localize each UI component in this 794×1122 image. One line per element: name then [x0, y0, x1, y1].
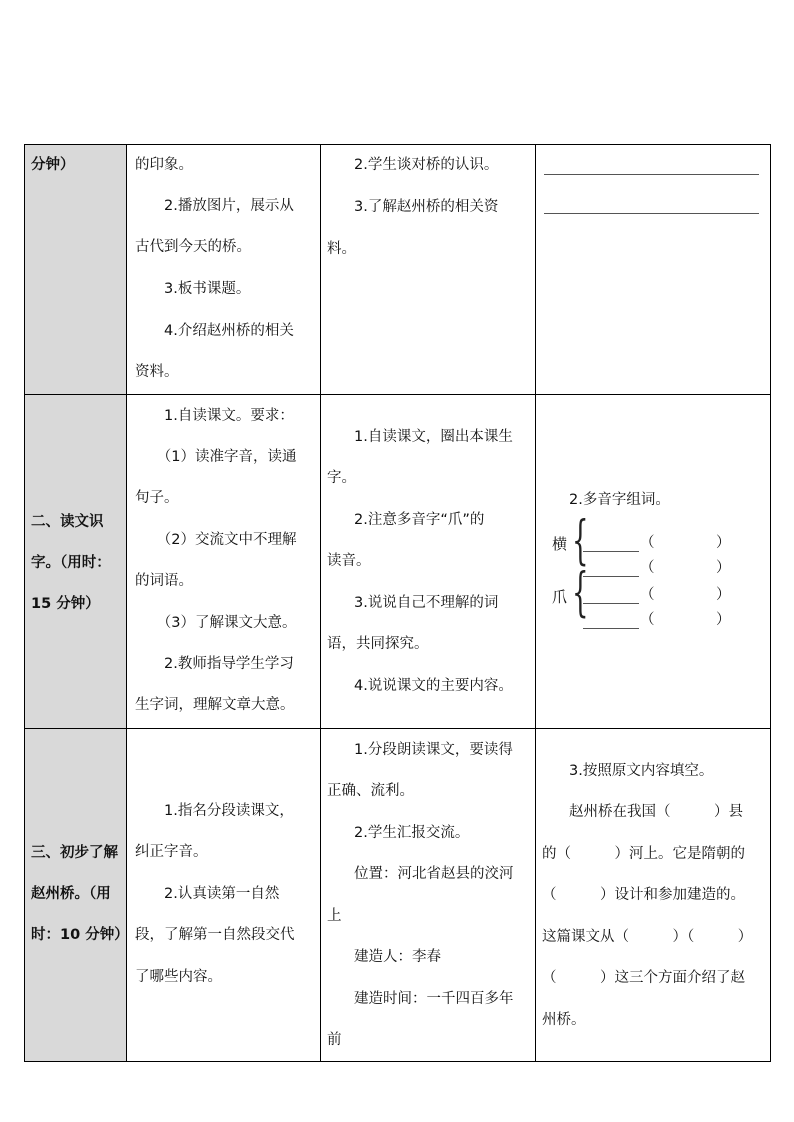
exercise-cell [536, 395, 770, 728]
student-text: 2.学生谈对桥的认识。 [325, 157, 499, 173]
teacher-text: 2.教师指导学生学习 [135, 656, 294, 672]
stage-text: 分钟） [31, 157, 75, 173]
teacher-text: 1.自读课文。要求： [135, 408, 294, 424]
teacher-text: 3.板书课题。 [135, 281, 251, 297]
teacher-text: 生字词，理解文章大意。 [135, 697, 295, 713]
teacher-text: 2.播放图片，展示从 [135, 198, 294, 214]
stage-text: 三、初步了解 [31, 845, 118, 861]
exercise-text: （ ）这三个方面介绍了赵 [542, 970, 745, 986]
student-text: 前 [327, 1032, 342, 1048]
exercise-text: （ ）设计和参加建造的。 [542, 887, 745, 903]
exercise-text: 州桥。 [542, 1012, 586, 1028]
student-text: 3.说说自己不理解的词 [325, 595, 499, 611]
teacher-text: 的词语。 [135, 573, 193, 589]
stage-text: 时：10 分钟） [31, 927, 129, 943]
teacher-text: （1）读准字音，读通 [135, 449, 297, 465]
table-row [25, 395, 770, 729]
student-text: 1.分段朗读课文，要读得 [325, 742, 513, 758]
teacher-activity-cell [127, 145, 321, 394]
teacher-text: 了哪些内容。 [135, 969, 222, 985]
stage-text: 15 分钟） [31, 596, 100, 612]
student-text: 正确、流利。 [327, 783, 414, 799]
paren-open: （ [640, 587, 655, 603]
exercise-text: 3.按照原文内容填空。 [540, 763, 714, 779]
paren-open: （ [640, 560, 655, 576]
student-text: 建造时间：一千四百多年 [325, 991, 514, 1007]
teacher-text: 资料。 [135, 364, 179, 380]
student-text: 语，共同探究。 [327, 636, 429, 652]
exercise-cell [536, 729, 770, 1061]
student-text: 建造人：李春 [325, 949, 441, 965]
paren-close: ） [716, 587, 731, 603]
answer-line [583, 628, 639, 629]
teacher-text: 1.指名分段读课文， [135, 803, 294, 819]
student-text: 2.注意多音字“爪”的 [325, 512, 485, 528]
answer-line [544, 174, 759, 175]
stage-cell [25, 729, 127, 1061]
teacher-text: （3）了解课文大意。 [135, 615, 297, 631]
table-row [25, 145, 770, 395]
paren-close: ） [716, 612, 731, 628]
stage-text: 赵州桥。（用 [31, 886, 111, 902]
paren-close: ） [716, 535, 731, 551]
teacher-text: 4.介绍赵州桥的相关 [135, 323, 294, 339]
teacher-text: 段，了解第一自然段交代 [135, 927, 295, 943]
teacher-activity-cell [127, 395, 321, 728]
answer-line [583, 576, 639, 577]
lesson-plan-table [24, 144, 771, 1062]
paren-open: （ [640, 535, 655, 551]
student-activity-cell [321, 729, 536, 1061]
teacher-text: 的印象。 [135, 157, 193, 173]
stage-text: 字。（用时： [31, 555, 111, 571]
brace-icon: { [572, 511, 589, 571]
student-text: 4.说说课文的主要内容。 [325, 678, 513, 694]
teacher-text: 2.认真读第一自然 [135, 886, 280, 902]
teacher-text: 古代到今天的桥。 [135, 239, 251, 255]
stage-cell [25, 395, 127, 728]
teacher-text: 纠正字音。 [135, 844, 208, 860]
answer-line [583, 603, 639, 604]
answer-line [544, 213, 759, 214]
student-text: 位置：河北省赵县的洨河 [325, 866, 514, 882]
paren-open: （ [640, 612, 655, 628]
student-text: 读音。 [327, 553, 371, 569]
polyphone-char-zhua: 爪 [552, 588, 568, 606]
teacher-text: （2）交流文中不理解 [135, 532, 297, 548]
paren-close: ） [716, 560, 731, 576]
exercise-cell [536, 145, 770, 394]
stage-text: 二、读文识 [31, 514, 104, 530]
student-text: 上 [327, 908, 342, 924]
table-row [25, 729, 770, 1061]
student-activity-cell [321, 145, 536, 394]
exercise-text: 的（ ）河上。它是隋朝的 [542, 846, 745, 862]
student-text: 2.学生汇报交流。 [325, 825, 470, 841]
teacher-text: 句子。 [135, 490, 179, 506]
student-text: 3.了解赵州桥的相关资 [325, 199, 499, 215]
student-text: 字。 [327, 470, 356, 486]
student-text: 料。 [327, 241, 356, 257]
polyphone-char-heng: 横 [552, 535, 568, 553]
student-text: 1.自读课文，圈出本课生 [325, 429, 513, 445]
exercise-text: 赵州桥在我国（ ）县 [540, 804, 743, 820]
answer-line [583, 551, 639, 552]
brace-icon: { [572, 563, 589, 623]
exercise-text: 这篇课文从（ ）（ ） [542, 929, 753, 945]
teacher-activity-cell [127, 729, 321, 1061]
student-activity-cell [321, 395, 536, 728]
exercise-title: 2.多音字组词。 [569, 492, 670, 508]
stage-cell [25, 145, 127, 394]
